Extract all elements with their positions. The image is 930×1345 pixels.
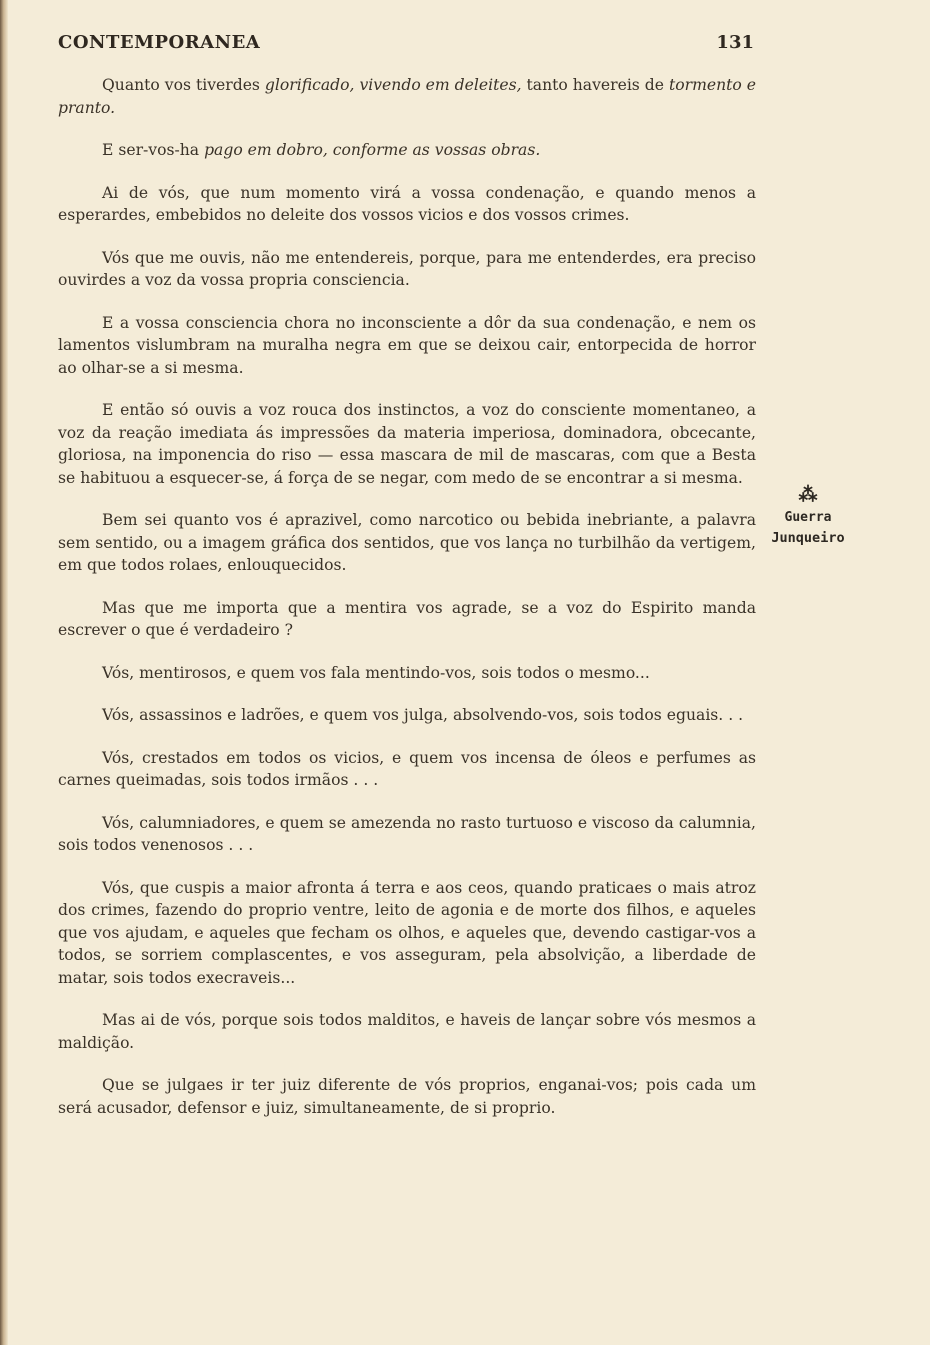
text-run: tanto havereis de <box>521 76 669 94</box>
text-run: Ai de vós, que num momento virá a vossa condenação, e quando menos a esperardes, embebidos no deleite dos vossos vicios e dos vossos crimes. <box>58 183 756 224</box>
text-run: Vós, crestados em todos os vicios, e quem vos incensa de óleos e perfumes as carnes queimadas, sois todos irmãos . . . <box>58 748 756 789</box>
italic-text: glorificado, vivendo em deleites, <box>264 76 522 94</box>
text-run: Vós, que cuspis a maior afronta á terra e aos ceos, quando praticaes o mais atroz dos crimes, fazendo do proprio ventre, leito de agonia e de morte dos filhos, e aqueles que vos ajudam, e aqueles que fecham os olhos, e aqueles que, devendo castigar-vos a todos, se sorriem complascentes, e vos asseguram, pela absolvição, a liberdade de matar, sois todos execraveis... <box>58 878 756 987</box>
paragraph <box>58 399 756 489</box>
text-run: Vós que me ouvis, não me entendereis, porque, para me entenderdes, era preciso ouvirdes a voz da vossa propria consciencia. <box>58 248 756 289</box>
text-run: Bem sei quanto vos é aprazivel, como narcotico ou bebida inebriante, a palavra sem sentido, ou a imagem gráfica dos sentidos, que vos lança no turbilhão da vertigem, em que todos rolaes, enlouquecidos. <box>58 511 756 574</box>
paragraph <box>58 597 756 642</box>
italic-text: tormento e pranto. <box>58 76 757 117</box>
body-text <box>58 74 756 1139</box>
running-title: CONTEMPORANEA <box>58 32 261 53</box>
text-run: Vós, mentirosos, e quem vos fala mentindo-vos, sois todos o mesmo... <box>102 663 650 682</box>
text-run: E então só ouvis a voz rouca dos instinctos, a voz do consciente momentaneo, a voz da reação imediata ás impressões da materia imperiosa, dominadora, obcecante, gloriosa, na imponencia do riso — essa mascara de mil de mascaras, com que a Besta se habituou a esquecer-se, á força de se negar, com medo de se encontrar a si mesma. <box>58 401 756 487</box>
paragraph <box>58 1009 756 1054</box>
text-run: Vós, calumniadores, e quem se amezenda no rasto turtuoso e viscoso da calumnia, sois todos venenosos . . . <box>58 813 756 854</box>
paragraph <box>58 182 756 227</box>
margin-note-line-1: Guerra <box>784 510 832 525</box>
paragraph <box>58 662 756 685</box>
text-run: E a vossa consciencia chora no inconsciente a dôr da sua condenação, e nem os lamentos vislumbram na muralha negra em que se deixou cair, entorpecida de horror ao olhar-se a si mesma. <box>58 313 756 377</box>
paragraph <box>58 1074 756 1119</box>
paragraph <box>58 704 756 727</box>
page-spine-shadow <box>0 0 8 1345</box>
margin-note <box>766 482 850 548</box>
text-run: Mas que me importa que a mentira vos agrade, se a voz do Espirito manda escrever o que é verdadeiro ? <box>58 598 756 639</box>
italic-text: pago em dobro, conforme as vossas obras. <box>204 141 541 159</box>
text-run: Mas ai de vós, porque sois todos malditos, e haveis de lançar sobre vós mesmos a maldição. <box>58 1011 756 1052</box>
paragraph <box>58 312 756 380</box>
text-run: Vós, assassinos e ladrões, e quem vos julga, absolvendo-vos, sois todos eguais. . . <box>102 706 744 724</box>
page-header <box>58 32 754 58</box>
text-run: Que se julgaes ir ter juiz diferente de vós proprios, enganai-vos; pois cada um será acusador, defensor e juiz, simultaneamente, de si proprio. <box>58 1076 756 1117</box>
paragraph <box>58 509 756 577</box>
paragraph <box>58 74 756 119</box>
paragraph <box>58 139 756 162</box>
text-run: Quanto vos tiverdes <box>102 76 265 94</box>
paragraph <box>58 812 756 857</box>
paragraph <box>58 247 756 292</box>
paragraph <box>58 747 756 792</box>
margin-note-line-2: Junqueiro <box>771 530 845 546</box>
page-number: 131 <box>716 32 754 53</box>
text-run: E ser-vos-ha <box>102 141 205 159</box>
paragraph <box>58 877 756 990</box>
asterism-ornament-icon: ⁂ <box>798 484 818 506</box>
